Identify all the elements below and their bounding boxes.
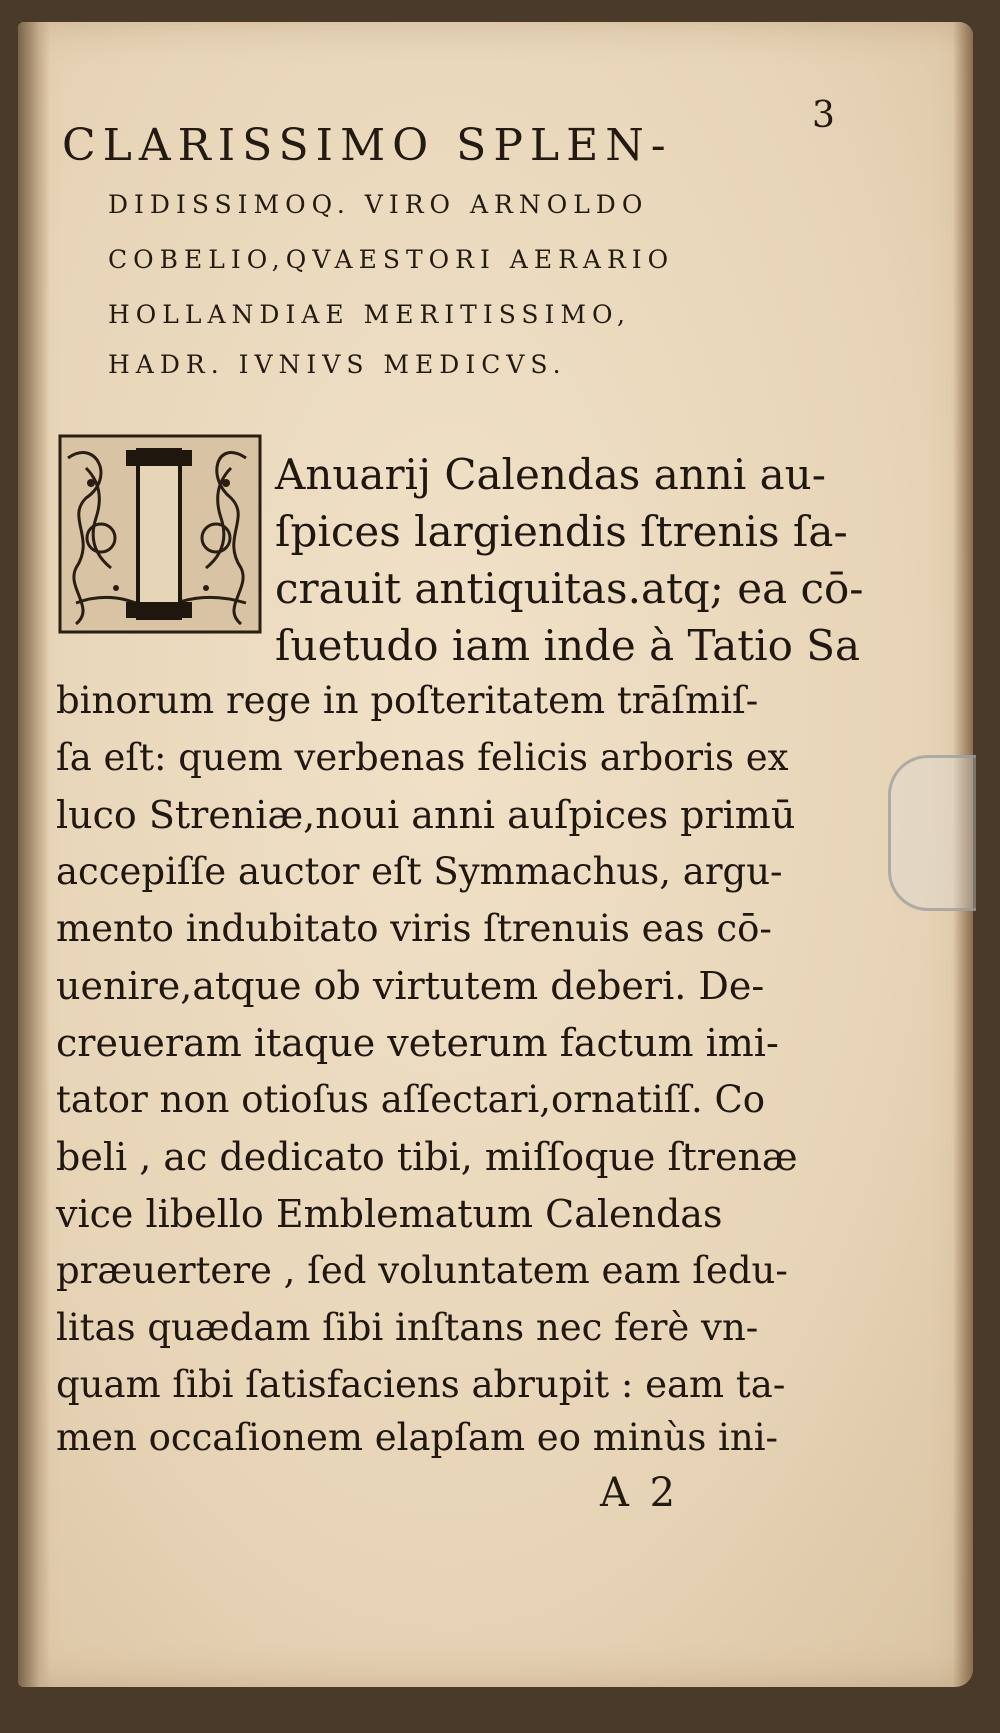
dedication-header-line-1: CLARISSIMO SPLEN- [62, 120, 673, 171]
dedication-header-line-4: HOLLANDIAE MERITISSIMO, [108, 300, 631, 329]
body-line-12: tator non otioſus aſſectari,ornatiſſ. Co [56, 1078, 766, 1121]
body-line-9: mento indubitato viris ſtrenuis eas cō- [56, 907, 772, 950]
body-line-3: crauit antiquitas.atq; ea cō- [275, 564, 864, 613]
body-line-4: ſuetudo iam inde à Tatio Sa [275, 621, 861, 670]
body-line-7: luco Streniæ,noui anni auſpices primū [56, 793, 796, 837]
decorated-initial-i-icon [56, 428, 266, 638]
drop-cap-letter: I [158, 568, 160, 569]
body-line-13: beli , ac dedicato tibi, miſſoque ſtrenæ [56, 1135, 798, 1179]
body-line-6: ſa eſt: quem verbenas felicis arboris ex [56, 736, 789, 779]
signature-mark: A 2 [600, 1470, 680, 1516]
dedication-header-line-3: COBELIO,QVAESTORI AERARIO [108, 245, 675, 274]
page-number: 3 [812, 95, 835, 136]
book-spine-shadow [18, 22, 50, 1687]
body-line-17: quam ſibi ſatisfaciens abrupit : eam ta- [56, 1363, 786, 1406]
body-line-5: binorum rege in poſteritatem trāſmiſ- [56, 679, 759, 722]
dedication-header-line-2: DIDISSIMOQ. VIRO ARNOLDO [108, 190, 649, 219]
body-line-2: ſpices largiendis ſtrenis ſa- [275, 507, 848, 556]
body-line-1: Anuarij Calendas anni au- [275, 450, 826, 499]
body-line-8: accepiſſe auctor eſt Symmachus, argu- [56, 850, 783, 893]
body-line-11: creueram itaque veterum factum imi- [56, 1021, 779, 1065]
body-line-14: vice libello Emblematum Calendas [56, 1192, 723, 1236]
body-line-15: præuertere , ſed voluntatem eam ſedu- [56, 1249, 788, 1292]
page-clip [888, 755, 976, 911]
body-line-18: men occaſionem elapſam eo minùs ini- [56, 1416, 779, 1459]
body-line-10: uenire,atque ob virtutem deberi. De- [56, 964, 765, 1008]
dedication-header-line-5: HADR. IVNIVS MEDICVS. [108, 350, 567, 379]
body-line-16: litas quædam ſibi inſtans nec ferè vn- [56, 1306, 759, 1349]
